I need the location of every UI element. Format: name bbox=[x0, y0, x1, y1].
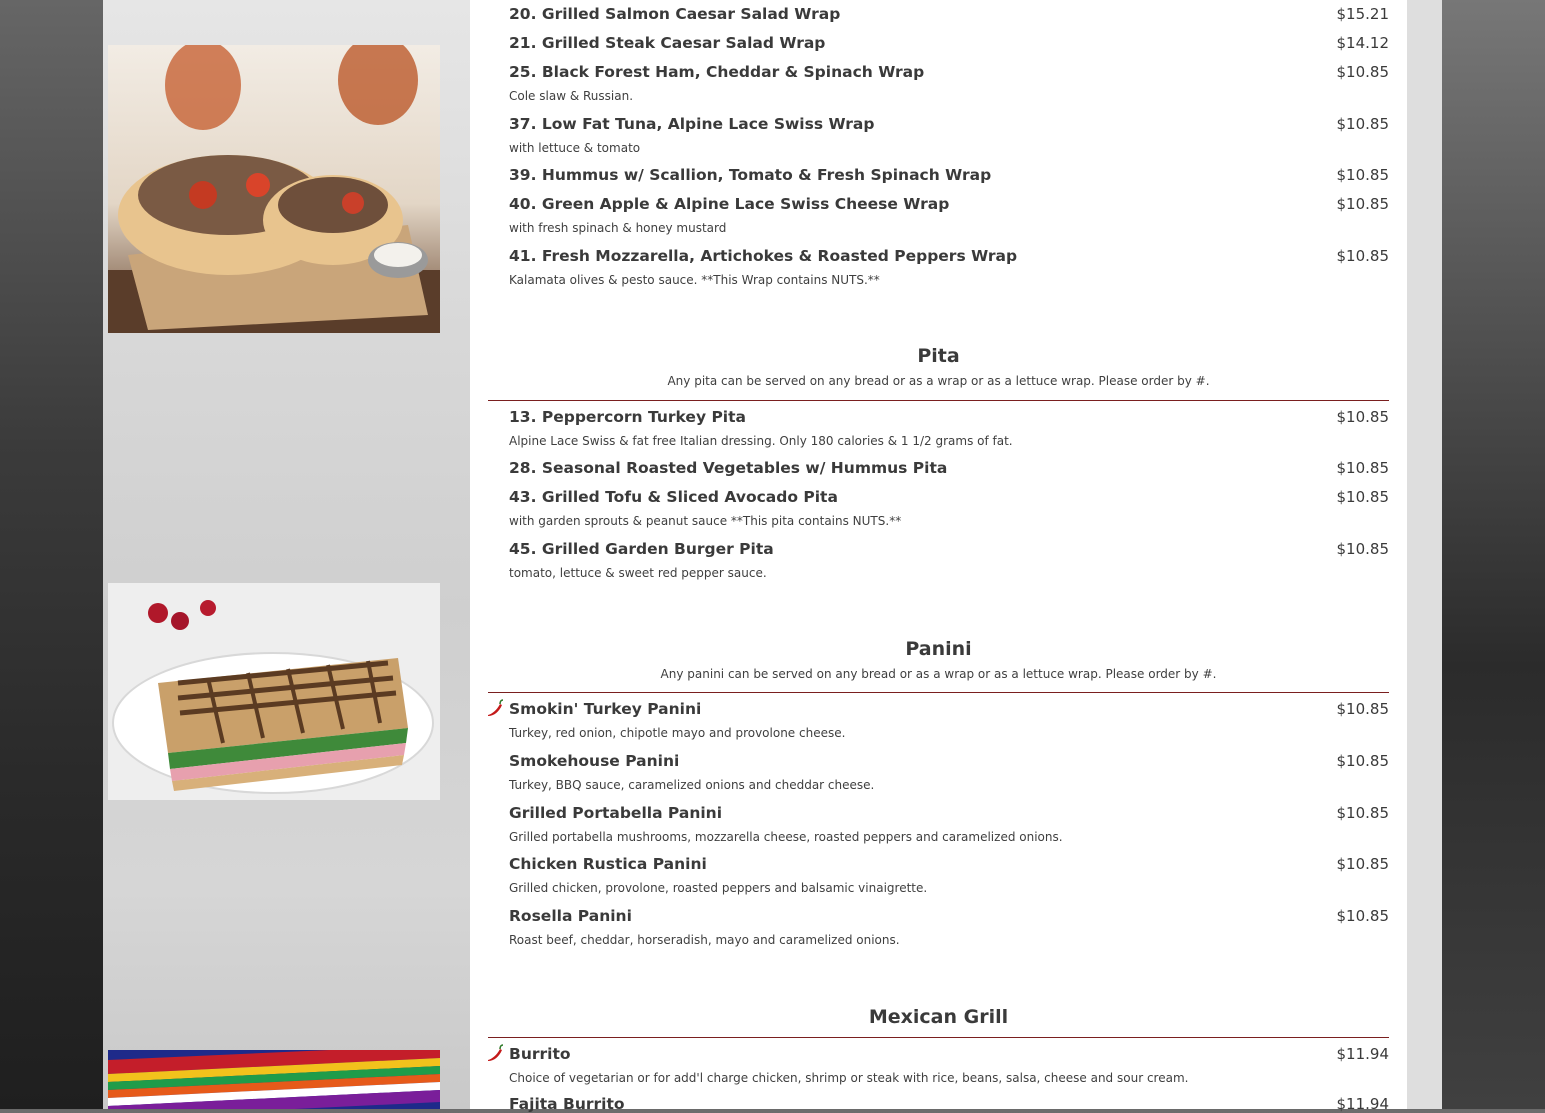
item-price: $10.85 bbox=[1336, 855, 1389, 873]
menu-panel bbox=[470, 0, 1407, 1113]
item-name: 40. Green Apple & Alpine Lace Swiss Cheese Wrap bbox=[509, 195, 950, 213]
item-price: $10.85 bbox=[1336, 459, 1389, 477]
item-description: Grilled portabella mushrooms, mozzarella cheese, roasted peppers and caramelized onions. bbox=[509, 830, 1063, 844]
item-price: $10.85 bbox=[1336, 247, 1389, 265]
item-price: $10.85 bbox=[1336, 115, 1389, 133]
item-price: $10.85 bbox=[1336, 540, 1389, 558]
item-price: $10.85 bbox=[1336, 195, 1389, 213]
item-description: with lettuce & tomato bbox=[509, 141, 641, 155]
item-price: $11.94 bbox=[1336, 1045, 1389, 1063]
section-note-pita: Any pita can be served on any bread or as a wrap or as a lettuce wrap. Please order by #. bbox=[667, 374, 1210, 388]
right-gutter bbox=[1407, 0, 1442, 1109]
background-left bbox=[0, 0, 103, 1109]
item-name: 25. Black Forest Ham, Cheddar & Spinach Wrap bbox=[509, 63, 925, 81]
section-divider bbox=[488, 1037, 1389, 1038]
item-name: Smokehouse Panini bbox=[509, 752, 680, 770]
mexican-photo bbox=[108, 1050, 440, 1109]
item-name: 41. Fresh Mozzarella, Artichokes & Roasted Peppers Wrap bbox=[509, 247, 1018, 265]
item-description: Turkey, BBQ sauce, caramelized onions and cheddar cheese. bbox=[509, 778, 875, 792]
panini-photo bbox=[108, 583, 440, 800]
item-description: Grilled chicken, provolone, roasted peppers and balsamic vinaigrette. bbox=[509, 881, 928, 895]
item-price: $11.94 bbox=[1336, 1095, 1389, 1113]
item-name: 28. Seasonal Roasted Vegetables w/ Hummus Pita bbox=[509, 459, 948, 477]
item-name: Grilled Portabella Panini bbox=[509, 804, 723, 822]
background-right bbox=[1442, 0, 1545, 1109]
chili-pepper-icon bbox=[485, 699, 505, 717]
item-description: with garden sprouts & peanut sauce **This pita contains NUTS.** bbox=[509, 514, 902, 528]
item-price: $10.85 bbox=[1336, 488, 1389, 506]
section-title-panini: Panini bbox=[905, 638, 972, 660]
item-name: 21. Grilled Steak Caesar Salad Wrap bbox=[509, 34, 826, 52]
item-price: $10.85 bbox=[1336, 804, 1389, 822]
chili-pepper-icon bbox=[485, 1044, 505, 1062]
section-divider bbox=[488, 692, 1389, 693]
section-divider bbox=[488, 400, 1389, 401]
item-name: Chicken Rustica Panini bbox=[509, 855, 707, 873]
item-name: 45. Grilled Garden Burger Pita bbox=[509, 540, 774, 558]
item-name: 37. Low Fat Tuna, Alpine Lace Swiss Wrap bbox=[509, 115, 875, 133]
item-name: Rosella Panini bbox=[509, 907, 632, 925]
section-title-pita: Pita bbox=[917, 345, 960, 367]
item-name: Smokin' Turkey Panini bbox=[509, 700, 702, 718]
wrap-photo bbox=[108, 45, 440, 333]
section-title-mexican-grill: Mexican Grill bbox=[868, 1006, 1009, 1028]
item-price: $10.85 bbox=[1336, 63, 1389, 81]
item-name: 13. Peppercorn Turkey Pita bbox=[509, 408, 746, 426]
item-description: tomato, lettuce & sweet red pepper sauce. bbox=[509, 566, 767, 580]
item-description: Choice of vegetarian or for add'l charge chicken, shrimp or steak with rice, beans, salsa, cheese and sour cream. bbox=[509, 1071, 1189, 1085]
item-description: Cole slaw & Russian. bbox=[509, 89, 634, 103]
item-name: 20. Grilled Salmon Caesar Salad Wrap bbox=[509, 5, 841, 23]
item-name: Fajita Burrito bbox=[509, 1095, 625, 1113]
item-description: Alpine Lace Swiss & fat free Italian dressing. Only 180 calories & 1 1/2 grams of fat. bbox=[509, 434, 1013, 448]
section-note-panini: Any panini can be served on any bread or as a wrap or as a lettuce wrap. Please order by #. bbox=[660, 667, 1217, 681]
item-price: $14.12 bbox=[1336, 34, 1389, 52]
item-description: Roast beef, cheddar, horseradish, mayo and caramelized onions. bbox=[509, 933, 900, 947]
item-description: with fresh spinach & honey mustard bbox=[509, 221, 727, 235]
item-price: $10.85 bbox=[1336, 700, 1389, 718]
item-price: $10.85 bbox=[1336, 166, 1389, 184]
item-name: Burrito bbox=[509, 1045, 571, 1063]
item-price: $10.85 bbox=[1336, 408, 1389, 426]
item-name: 39. Hummus w/ Scallion, Tomato & Fresh Spinach Wrap bbox=[509, 166, 992, 184]
item-price: $15.21 bbox=[1336, 5, 1389, 23]
item-description: Kalamata olives & pesto sauce. **This Wrap contains NUTS.** bbox=[509, 273, 880, 287]
item-name: 43. Grilled Tofu & Sliced Avocado Pita bbox=[509, 488, 838, 506]
item-price: $10.85 bbox=[1336, 752, 1389, 770]
item-description: Turkey, red onion, chipotle mayo and provolone cheese. bbox=[509, 726, 846, 740]
item-price: $10.85 bbox=[1336, 907, 1389, 925]
